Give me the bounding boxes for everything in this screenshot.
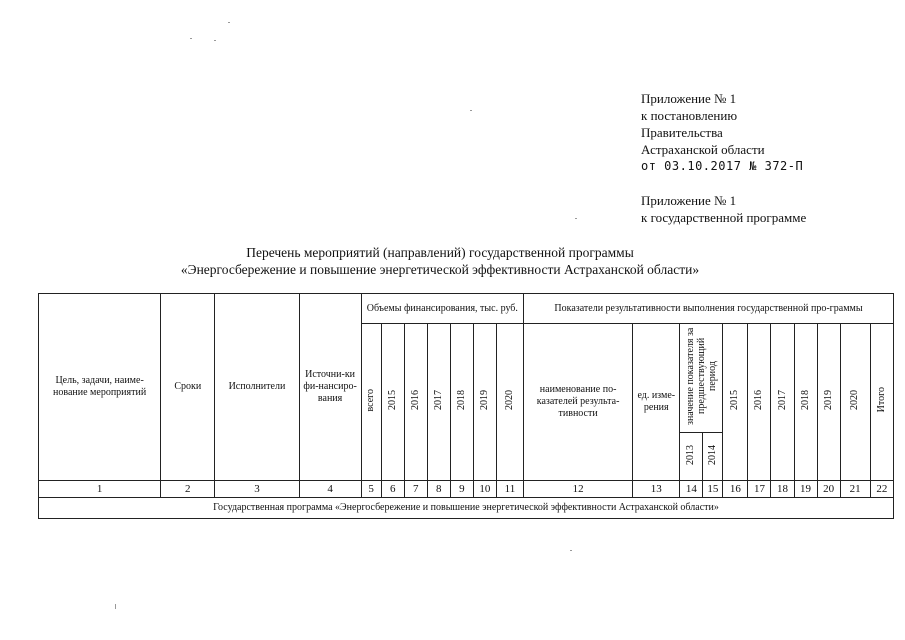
indicator-col-year [748, 324, 771, 481]
column-number: 15 [703, 481, 723, 498]
indicator-col-label: 2020 [849, 390, 861, 410]
funding-col-label: 2016 [409, 390, 421, 410]
funding-col-total [361, 324, 381, 481]
funding-col-year [427, 324, 450, 481]
indicator-col-label: 2019 [822, 390, 834, 410]
funding-col-year [496, 324, 523, 481]
column-number: 9 [450, 481, 473, 498]
column-number: 14 [680, 481, 703, 498]
column-number: 12 [524, 481, 633, 498]
scan-speck [575, 218, 577, 219]
column-number: 6 [381, 481, 404, 498]
funding-col-label: 2019 [478, 390, 490, 410]
indicator-col-label: 2018 [799, 390, 811, 410]
indicator-col-label: 2017 [776, 390, 788, 410]
header-indicators-group: Показатели результативности выполнения государственной про-граммы [524, 294, 894, 324]
scan-speck [470, 110, 472, 111]
column-number: 18 [771, 481, 794, 498]
program-row [39, 498, 894, 519]
funding-col-year [450, 324, 473, 481]
indicator-col-label: 2015 [729, 390, 741, 410]
indicator-col-total [870, 324, 893, 481]
funding-col-year [473, 324, 496, 481]
column-number: 17 [748, 481, 771, 498]
column-number: 3 [215, 481, 299, 498]
indicator-col-label: 2016 [753, 390, 765, 410]
scan-speck [214, 40, 216, 41]
column-number: 1 [39, 481, 161, 498]
appendix-block [641, 90, 806, 226]
column-numbers-row [39, 481, 894, 498]
indicator-col-year [723, 324, 748, 481]
prev-year-col [680, 433, 703, 481]
column-number: 2 [161, 481, 215, 498]
column-number: 4 [299, 481, 361, 498]
column-number: 8 [427, 481, 450, 498]
indicator-col-year [771, 324, 794, 481]
scan-speck [228, 22, 230, 23]
scan-speck [115, 604, 116, 609]
header-prev-value [680, 324, 723, 433]
header-executors: Исполнители [215, 294, 299, 481]
appendix-line: Правительства [641, 125, 723, 140]
appendix-line: к государственной программе [641, 210, 807, 225]
header-goal: Цель, задачи, наиме-нование мероприятий [39, 294, 161, 481]
header-funding-group: Объемы финансирования, тыс. руб. [361, 294, 523, 324]
column-number: 19 [794, 481, 817, 498]
column-number: 16 [723, 481, 748, 498]
appendix-line: к постановлению [641, 108, 738, 123]
indicator-col-year [794, 324, 817, 481]
appendix-date-line: от 03.10.2017 № 372-П [641, 159, 804, 173]
header-unit: ед. изме-рения [633, 324, 680, 481]
funding-col-label: 2017 [432, 390, 444, 410]
scan-speck [190, 38, 192, 39]
column-number: 13 [633, 481, 680, 498]
appendix-line: Приложение № 1 [641, 193, 737, 208]
column-number: 5 [361, 481, 381, 498]
indicator-col-year [840, 324, 870, 481]
funding-col-label: 2020 [503, 390, 515, 410]
funding-col-label: 2015 [386, 390, 398, 410]
prev-year-label: 2013 [685, 444, 697, 465]
column-number: 10 [473, 481, 496, 498]
prev-year-col [703, 433, 723, 481]
funding-col-label: 2018 [455, 390, 467, 410]
indicator-col-year [817, 324, 840, 481]
document-title: Перечень мероприятий (направлений) государственной программы [246, 245, 634, 260]
appendix-line: Приложение № 1 [641, 91, 737, 106]
measures-table [38, 293, 894, 519]
prev-year-label: 2014 [706, 444, 718, 465]
document-subtitle: «Энергосбережение и повышение энергетической эффективности Астраханской области» [180, 262, 700, 277]
column-number: 11 [496, 481, 523, 498]
column-number: 21 [840, 481, 870, 498]
column-number: 20 [817, 481, 840, 498]
funding-col-year [381, 324, 404, 481]
indicator-col-label: Итого [875, 387, 887, 413]
header-terms: Сроки [161, 294, 215, 481]
scan-speck [570, 550, 572, 551]
program-row-title: Государственная программа «Энергосбережение и повышение энергетической эффективности Астраханской области» [39, 498, 894, 519]
header-indicator-name: наименование по-казателей результа-тивности [524, 324, 633, 481]
funding-col-year [404, 324, 427, 481]
appendix-line: Астраханской области [641, 142, 765, 157]
prev-value-label: значение показателя за предшествующий период [684, 327, 718, 425]
column-number: 7 [404, 481, 427, 498]
column-number: 22 [870, 481, 893, 498]
funding-col-label: всего [365, 388, 377, 412]
header-sources: Источни-ки фи-нансиро-вания [299, 294, 361, 481]
